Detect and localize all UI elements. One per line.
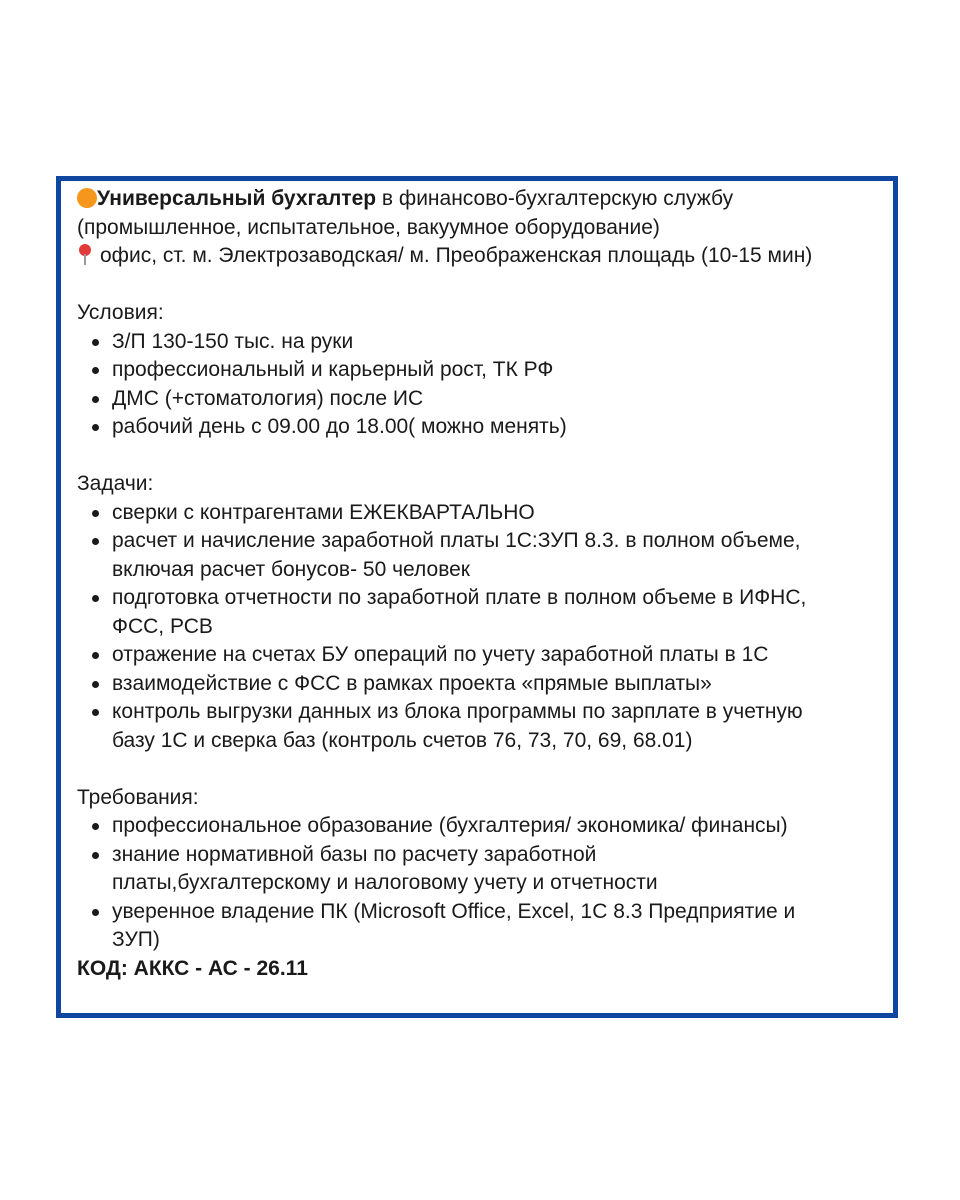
map-pin-icon — [79, 244, 91, 266]
list-item: профессиональное образование (бухгалтерия/ экономика/ финансы) — [77, 812, 879, 841]
vacancy-title: Универсальный бухгалтер — [97, 187, 377, 210]
conditions-heading: Условия: — [77, 301, 164, 324]
vacancy-subtitle: (промышленное, испытательное, вакуумное оборудование) — [77, 215, 660, 239]
vacancy-text — [77, 185, 879, 983]
list-item: ДМС (+стоматология) после ИС — [77, 385, 879, 414]
vacancy-card — [56, 176, 898, 1018]
list-item: рабочий день с 09.00 до 18.00( можно менять) — [77, 413, 879, 442]
list-item: взаимодействие с ФСС в рамках проекта «прямые выплаты» — [77, 670, 879, 699]
conditions-list — [77, 328, 879, 442]
list-item: сверки с контрагентами ЕЖЕКВАРТАЛЬНО — [77, 499, 879, 528]
list-item: расчет и начисление заработной платы 1С:ЗУП 8.3. в полном объеме, включая расчет бонусов- 50 человек — [77, 527, 879, 584]
list-item: профессиональный и карьерный рост, ТК РФ — [77, 356, 879, 385]
list-item: знание нормативной базы по расчету заработной платы,бухгалтерскому и налоговому учету и отчетности — [77, 841, 879, 898]
tasks-list — [77, 499, 879, 756]
orange-circle-icon — [77, 188, 97, 208]
vacancy-location-line — [77, 242, 879, 271]
requirements-heading: Требования: — [77, 785, 199, 809]
list-item: подготовка отчетности по заработной плате в полном объеме в ИФНС, ФСС, РСВ — [77, 584, 879, 641]
vacancy-location: офис, ст. м. Электрозаводская/ м. Преображенская площадь (10-15 мин) — [100, 244, 813, 267]
vacancy-title-line — [77, 185, 879, 214]
list-item: контроль выгрузки данных из блока программы по зарплате в учетную базу 1С и сверка баз (контроль счетов 76, 73, 70, 69, 68.01) — [77, 698, 879, 755]
requirements-list — [77, 812, 879, 955]
list-item: З/П 130-150 тыс. на руки — [77, 328, 879, 357]
list-item: отражение на счетах БУ операций по учету заработной платы в 1С — [77, 641, 879, 670]
vacancy-title-rest: в финансово-бухгалтерскую службу — [376, 187, 734, 210]
tasks-heading: Задачи: — [77, 472, 154, 495]
vacancy-code: КОД: АККС - АС - 26.11 — [77, 956, 308, 980]
list-item: уверенное владение ПК (Microsoft Office, Excel, 1С 8.3 Предприятие и ЗУП) — [77, 898, 879, 955]
